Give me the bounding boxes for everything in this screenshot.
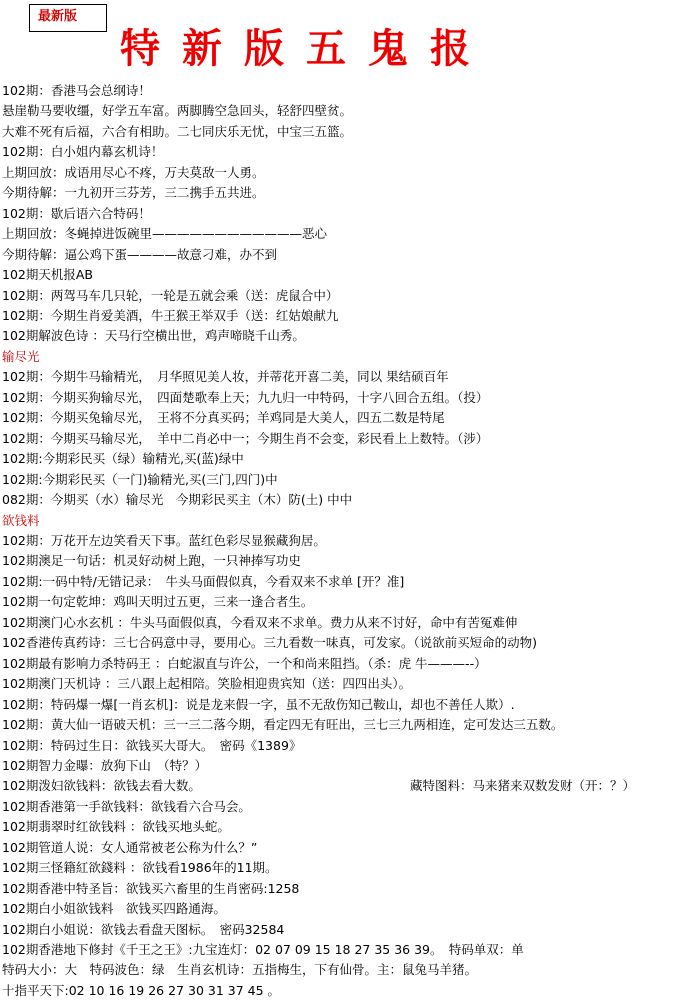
line-text: 102期一句定乾坤：鸡叫天明过五更，三来一逢合者生。 — [2, 594, 314, 610]
line-right-text: 藏特图料：马来猪来双数发财（开：？） — [410, 778, 636, 794]
line-text: 102期：今期牛马输精光， 月华照见美人妆，并蒂花开喜二美，同以 果结硕百年 — [2, 369, 449, 385]
text-line — [0, 940, 690, 960]
line-text: 102期最有影响力杀特码王 ：白蛇淑直与许公，一个和尚来阻挡。（杀：虎 牛———--） — [2, 655, 487, 671]
line-text: 102期香港中特圣旨：欲钱买六畜里的生肖密码:1258 — [2, 880, 300, 896]
line-text: 102期三怪籍紅欲錢料 ：欲钱看1986年的11期。 — [2, 860, 278, 876]
text-line — [0, 326, 690, 346]
text-line — [0, 695, 690, 715]
text-line — [0, 674, 690, 694]
text-line — [0, 531, 690, 551]
line-text: 102期翡翠时红欲钱料 ：欲钱买地头蛇。 — [2, 819, 230, 835]
line-text: 特码大小：大 特码波色：绿 生肖玄机诗：五指梅生，下有仙骨。主：鼠兔马羊猪。 — [2, 962, 478, 978]
text-line — [0, 776, 690, 796]
line-text: 102期白小姐说：欲钱去看盘天图标。 密码32584 — [2, 921, 285, 937]
text-line — [0, 163, 690, 183]
line-text: 102期管道人说：女人通常被老公称为什么？” — [2, 839, 258, 855]
text-line — [0, 592, 690, 612]
line-text: 102期：特码爆一爆[一肖玄机]：说是龙来假一字，虽不无敌伤知己鞍山，却也不善任人欺）. — [2, 696, 515, 712]
content-body — [0, 81, 690, 1001]
text-line — [0, 204, 690, 224]
line-text: 102期泼妇欲钱料：欲钱去看大数。 — [2, 778, 201, 794]
text-line — [0, 367, 690, 387]
text-line — [0, 920, 690, 940]
line-text: 102香港传真药诗：三七合码意中寻，要用心。三九看数一味真，可发家。（说欲前买短命的动物) — [2, 635, 537, 651]
section-heading — [0, 347, 690, 367]
text-line — [0, 224, 690, 244]
line-text: 102期：黄大仙一语破天机：三一三二落今期，看定四无有旺出，三七三九两相连，定可发达三五数。 — [2, 717, 564, 733]
line-text: 102期：香港马会总纲诗！ — [2, 83, 151, 98]
text-line — [0, 736, 690, 756]
line-text: 输尽光 — [2, 348, 40, 364]
text-line — [0, 960, 690, 980]
line-text: 102期天机报AB — [2, 267, 93, 283]
text-line — [0, 633, 690, 653]
text-line — [0, 183, 690, 203]
line-text: 102期白小姐欲钱料 欲钱买四路通海。 — [2, 901, 226, 917]
text-line — [0, 122, 690, 142]
line-text: 102期：两驾马车几只轮，一轮是五就会乘（送：虎鼠合中） — [2, 287, 339, 303]
text-line — [0, 265, 690, 285]
line-text: 102期：今期买兔输尽光， 王将不分真买码；羊鸡同是大美人，四五二数是特尾 — [2, 410, 445, 426]
text-line — [0, 429, 690, 449]
text-line — [0, 306, 690, 326]
line-text: 102期：今期买狗输尽光， 四面楚歌奉上天；九九归一中特码，十字八回合五组。（投） — [2, 389, 489, 405]
text-line — [0, 899, 690, 919]
text-line — [0, 449, 690, 469]
line-text: 上期回放：冬蝇掉进饭碗里————————————恶心 — [2, 226, 328, 242]
line-text: 102期澳足一句话：机灵好动树上跑，一只神捧写功史 — [2, 553, 301, 569]
line-text: 082期：今期买（水）输尽光 今期彩民买主（木）防(土) 中中 — [2, 492, 353, 508]
text-line — [0, 81, 690, 101]
page-title: 特新版五鬼报 — [120, 25, 492, 72]
text-line — [0, 245, 690, 265]
line-text: 102期香港第一手欲钱料：欲钱看六合马会。 — [2, 798, 251, 814]
edition-badge: 最新版 — [29, 4, 107, 32]
text-line — [0, 879, 690, 899]
line-text: 上期回放：成语用尽心不疼，万夫莫敌一人勇。 — [2, 164, 265, 180]
text-line — [0, 490, 690, 510]
line-text: 102期:今期彩民买（绿）输精光,买(蓝)绿中 — [2, 451, 244, 467]
line-text: 今期待解：逼公鸡下蛋————故意刁难，办不到 — [2, 246, 278, 262]
line-text: 102期：今期买马输尽光， 羊中二肖必中一；今期生肖不会变，彩民看上上数特。（涉） — [2, 430, 489, 446]
line-text: 102期：白小姐内幕玄机诗！ — [2, 144, 164, 160]
text-line — [0, 838, 690, 858]
line-text: 十指平天下:02 10 16 19 26 27 30 31 37 45 。 — [2, 982, 281, 998]
line-text: 大难不死有后福，六合有相助。二七同庆乐无忧，中宝三五篮。 — [2, 123, 353, 139]
text-line — [0, 101, 690, 121]
text-line — [0, 388, 690, 408]
text-line — [0, 408, 690, 428]
text-line — [0, 817, 690, 837]
line-text: 102期澳门心水玄机 ：牛头马面假似真，今看双来不求单。费力从来不讨好，命中有苦冤难伸 — [2, 614, 518, 630]
line-text: 102期香港地下修封《千王之王》:九宝连灯：02 07 09 15 18 27 35 36 39。 特码单双：单 — [2, 942, 524, 958]
line-text: 欲钱料 — [2, 512, 40, 528]
line-text: 102期澳门天机诗 ：三八跟上起相陪。笑脸相迎贵宾知（送：四四出头）。 — [2, 676, 412, 692]
line-text: 102期解波色诗 ：天马行空横出世，鸡声啼晓千山秀。 — [2, 328, 305, 344]
line-text: 102期:一码中特/无错记录： 牛头马面假似真，今看双来不求单 [开？准] — [2, 573, 405, 589]
line-text: 102期:今期彩民买（一门)输精光,买(三门,四门)中 — [2, 471, 278, 487]
line-text: 102期：特码过生日：欲钱买大哥大。 密码《1389》 — [2, 737, 302, 753]
text-line — [0, 654, 690, 674]
text-line — [0, 551, 690, 571]
line-text: 102期：今期生肖爱美酒，牛王猴王举双手（送：红姑娘献九 — [2, 307, 339, 323]
text-line — [0, 470, 690, 490]
section-heading — [0, 511, 690, 531]
text-line — [0, 142, 690, 162]
text-line — [0, 572, 690, 592]
line-text: 102期：歇后语六合特码！ — [2, 205, 151, 221]
text-line — [0, 286, 690, 306]
text-line — [0, 715, 690, 735]
line-text: 悬崖勒马要收缰，好学五车富。两脚腾空急回头，轻舒四壁贫。 — [2, 103, 353, 119]
text-line — [0, 858, 690, 878]
line-text: 102期：万花开左边笑看天下事。蓝红色彩尽显猴藏狗居。 — [2, 532, 326, 548]
text-line — [0, 613, 690, 633]
line-text: 102期智力金曝：放狗下山 （特？） — [2, 757, 208, 773]
text-line — [0, 797, 690, 817]
text-line — [0, 981, 690, 1001]
text-line — [0, 756, 690, 776]
line-text: 今期待解：一九初开三芬芳，三二携手五共进。 — [2, 185, 265, 201]
